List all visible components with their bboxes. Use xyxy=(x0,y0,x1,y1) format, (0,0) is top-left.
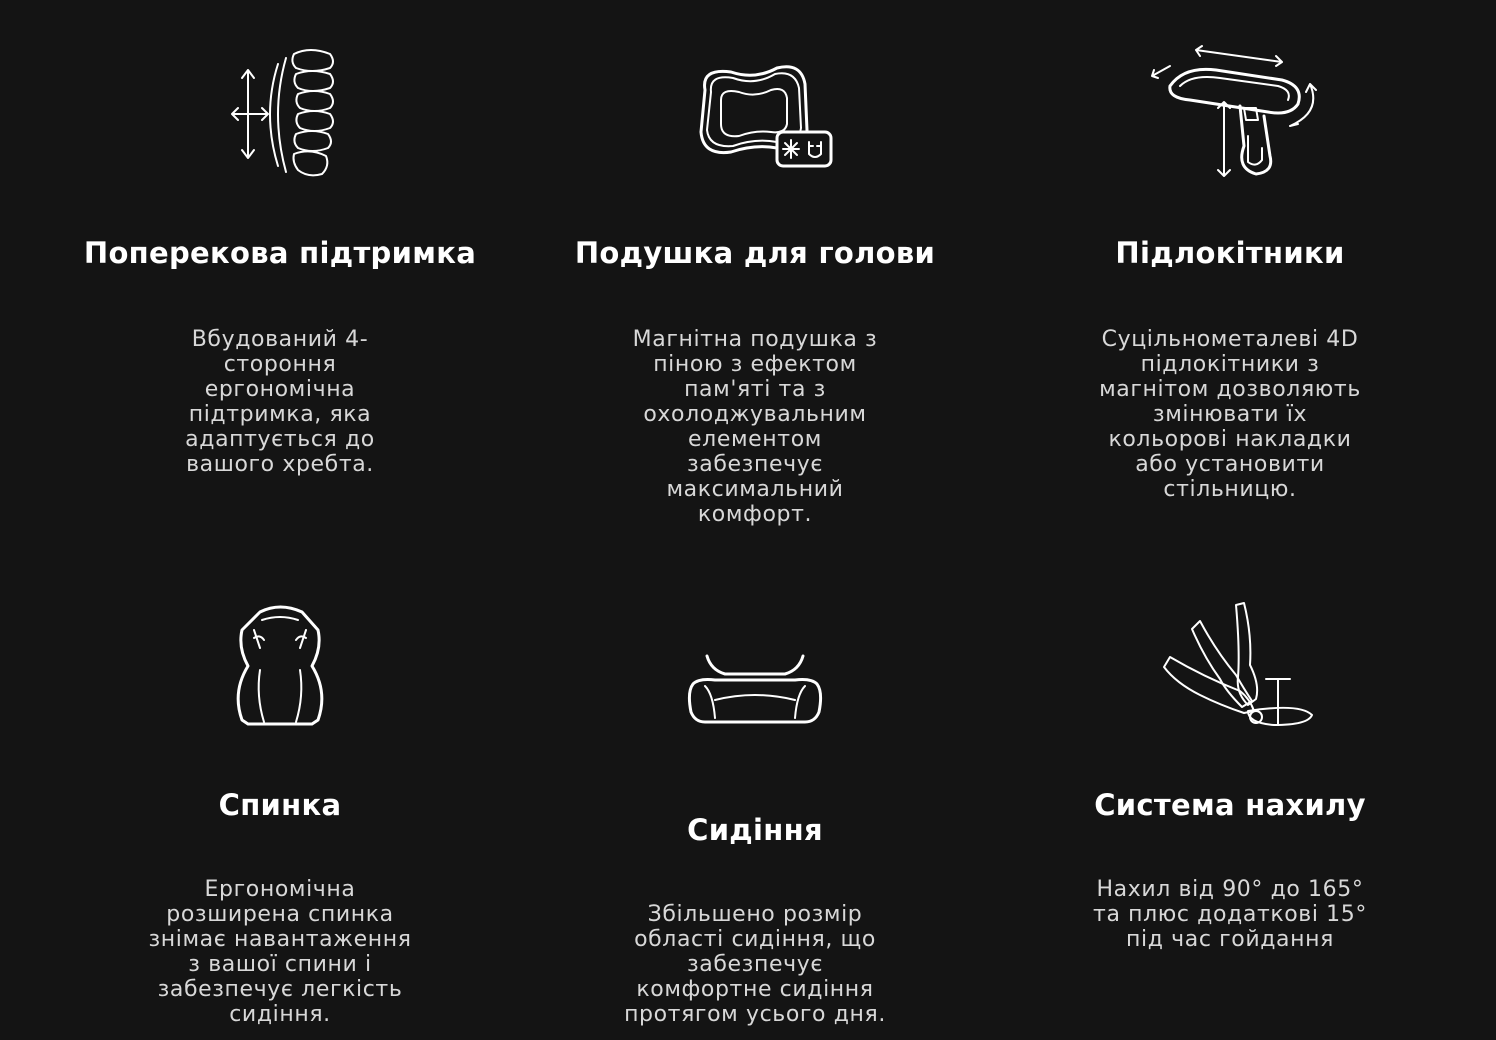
feature-tilt-system xyxy=(1030,560,1430,1040)
feature-title: Спинка xyxy=(218,788,342,822)
head-pillow-icon xyxy=(665,40,845,190)
feature-title: Сидіння xyxy=(687,813,823,847)
feature-title: Система нахилу xyxy=(1094,788,1366,822)
seat-icon xyxy=(665,630,845,780)
feature-description: Ергономічна розширена спинка знімає навантаження з вашої спини і забезпечує легкість сидіння. xyxy=(148,877,412,1027)
feature-description: Нахил від 90° до 165° та плюс додаткові 15° під час гойдання xyxy=(1093,877,1367,952)
feature-backrest xyxy=(80,560,480,1040)
feature-description: Збільшено розмір області сидіння, що забезпечує комфортне сидіння протягом усього дня. xyxy=(624,902,886,1027)
backrest-icon xyxy=(190,600,370,750)
feature-title: Поперекова підтримка xyxy=(83,236,477,270)
feature-title: Підлокітники xyxy=(1115,236,1345,270)
feature-description: Вбудований 4- стороння ергономічна підтримка, яка адаптується до вашого хребта. xyxy=(185,327,375,477)
feature-description: Суцільнометалеві 4D підлокітники з магнітом дозволяють змінювати їх кольорові накладки або установити стільницю. xyxy=(1099,327,1361,502)
feature-lumbar-support xyxy=(80,0,480,520)
feature-title: Подушка для голови xyxy=(574,236,936,270)
spine-icon xyxy=(190,40,370,190)
feature-head-pillow xyxy=(555,0,955,540)
armrest-icon xyxy=(1140,40,1320,190)
tilt-system-icon xyxy=(1140,595,1320,745)
feature-description: Магнітна подушка з піною з ефектом пам'яті та з охолоджувальним елементом забезпечує максимальний комфорт. xyxy=(632,327,878,527)
feature-seat xyxy=(555,560,955,1040)
feature-armrests xyxy=(1030,0,1430,520)
